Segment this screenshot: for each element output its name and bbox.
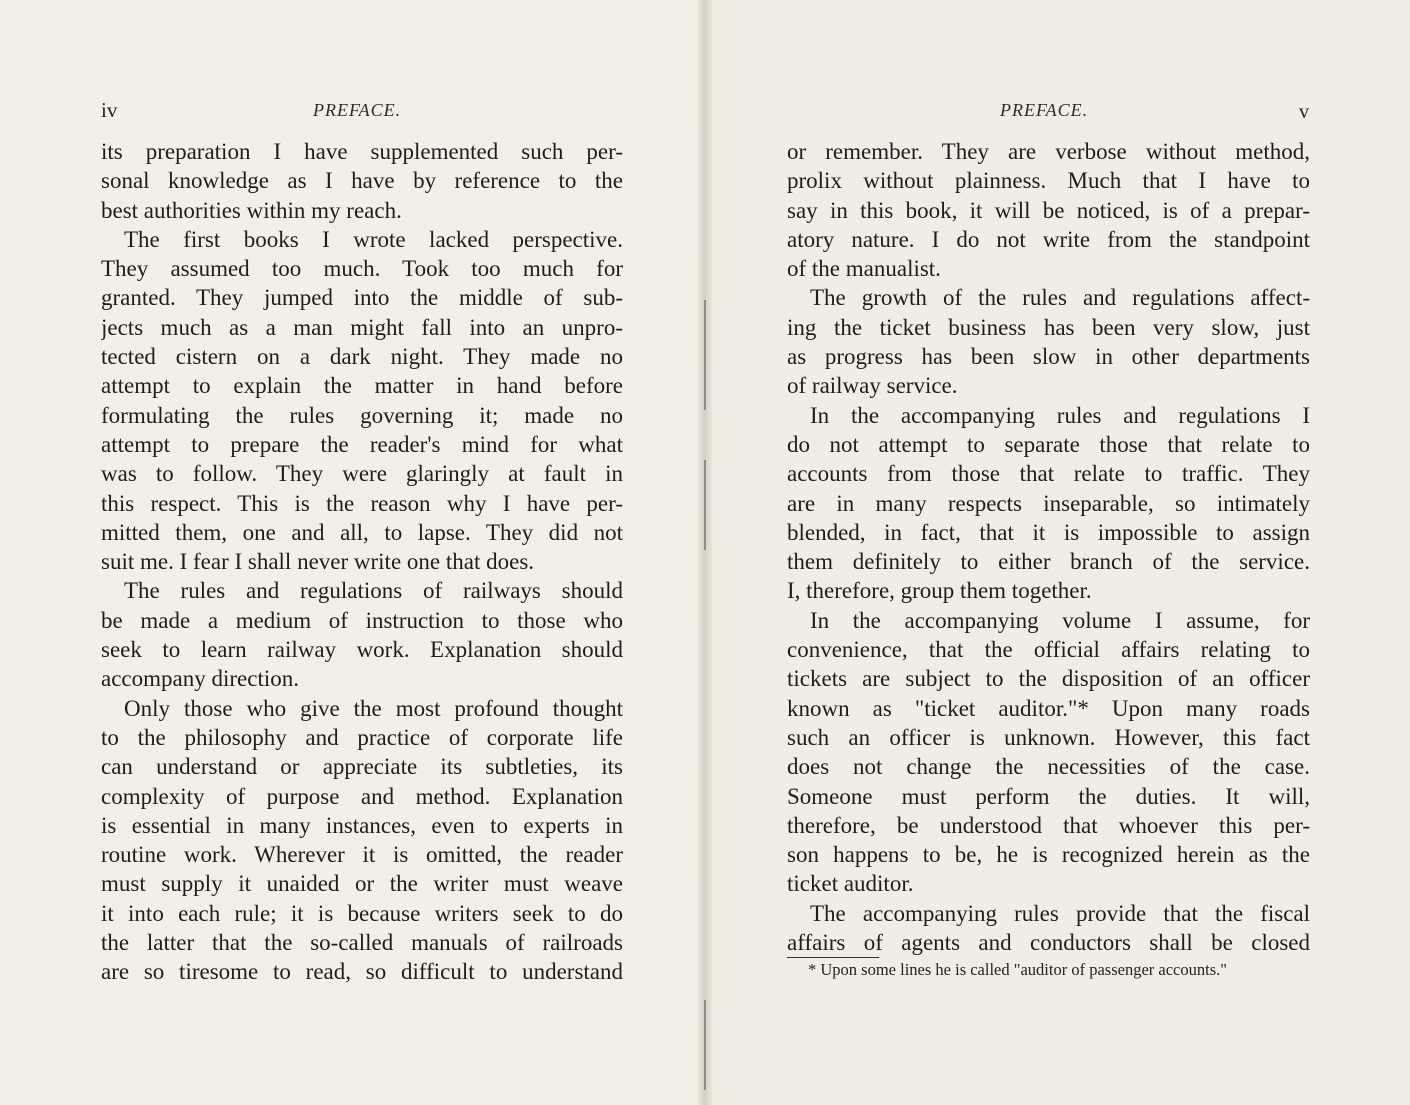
gutter-shadow-mark (704, 300, 706, 410)
page-number-right: v (1299, 101, 1309, 123)
running-head-left: PREFACE. (313, 100, 402, 120)
text-line: tickets are subject to the disposition of an officer (787, 666, 1310, 692)
text-line: is essential in many instances, even to experts in (101, 812, 623, 838)
text-line: attempt to prepare the reader's mind for what (101, 431, 623, 457)
text-line: to the philosophy and practice of corporate life (101, 724, 623, 750)
text-line: affairs of agents and conductors shall be closed (787, 930, 1310, 956)
text-line: The rules and regulations of railways should (124, 578, 623, 604)
text-line: therefore, be understood that whoever this per- (787, 812, 1310, 838)
text-line: prolix without plainness. Much that I have to (787, 168, 1310, 194)
text-line: seek to learn railway work. Explanation should (101, 637, 623, 663)
text-line: say in this book, it will be noticed, is of a prepar- (787, 197, 1310, 223)
text-line: sonal knowledge as I have by reference to the (101, 168, 623, 194)
running-head-right: PREFACE. (1000, 100, 1089, 120)
text-line: Only those who give the most profound thought (124, 695, 623, 721)
text-line: mitted them, one and all, to lapse. They did not (101, 519, 623, 545)
text-line: this respect. This is the reason why I have per- (101, 490, 623, 516)
text-line: suit me. I fear I shall never write one that does. (101, 549, 535, 575)
text-line: attempt to explain the matter in hand before (101, 373, 623, 399)
text-line: does not change the necessities of the case. (787, 754, 1310, 780)
book-gutter (698, 0, 712, 1105)
text-line: I, therefore, group them together. (787, 578, 1092, 604)
text-line: of the manualist. (787, 256, 941, 282)
text-line: In the accompanying rules and regulations I (810, 402, 1310, 428)
text-line: complexity of purpose and method. Explanation (101, 783, 623, 809)
text-line: ing the ticket business has been very slow, just (787, 314, 1310, 340)
text-line: ticket auditor. (787, 871, 914, 897)
footnote: * Upon some lines he is called "auditor of passenger accounts." (808, 960, 1227, 979)
text-line: are in many respects inseparable, so intimately (787, 490, 1310, 516)
footnote-rule (787, 957, 879, 958)
text-line: best authorities within my reach. (101, 197, 402, 223)
text-line: or remember. They are verbose without method, (787, 139, 1310, 164)
text-line: it into each rule; it is because writers seek to do (101, 900, 623, 926)
text-line: accompany direction. (101, 666, 299, 692)
text-line: atory nature. I do not write from the standpoint (787, 226, 1310, 252)
text-line: do not attempt to separate those that relate to (787, 431, 1310, 457)
text-line: its preparation I have supplemented such per- (101, 139, 623, 164)
text-line: known as "ticket auditor."* Upon many roads (787, 695, 1310, 721)
text-line: routine work. Wherever it is omitted, the reader (101, 842, 623, 868)
text-line: be made a medium of instruction to those who (101, 607, 623, 633)
text-line: blended, in fact, that it is impossible to assign (787, 519, 1310, 545)
text-line: The first books I wrote lacked perspective. (124, 226, 623, 252)
text-line: them definitely to either branch of the service. (787, 549, 1310, 575)
page-number-left: iv (101, 98, 118, 122)
text-line: must supply it unaided or the writer must weave (101, 871, 623, 897)
text-line: accounts from those that relate to traffic. They (787, 461, 1310, 487)
right-page (705, 0, 1410, 1105)
text-line: was to follow. They were glaringly at fault in (101, 461, 623, 487)
text-line: tected cistern on a dark night. They made no (101, 344, 623, 370)
text-line: are so tiresome to read, so difficult to understand (101, 959, 623, 985)
text-line: The accompanying rules provide that the fiscal (810, 900, 1310, 926)
text-line: convenience, that the official affairs relating to (787, 637, 1310, 663)
text-line: jects much as a man might fall into an unpro- (101, 314, 623, 340)
text-line: They assumed too much. Took too much for (101, 256, 623, 282)
right-page-text (787, 137, 1310, 957)
text-line: as progress has been slow in other departments (787, 344, 1310, 370)
gutter-shadow-mark (704, 460, 706, 550)
text-line: son happens to be, he is recognized herein as the (787, 842, 1310, 868)
text-line: granted. They jumped into the middle of sub- (101, 285, 623, 311)
text-line: can understand or appreciate its subtleties, its (101, 754, 623, 780)
text-line: such an officer is unknown. However, this fact (787, 724, 1310, 750)
text-line: formulating the rules governing it; made no (101, 402, 623, 428)
text-line: In the accompanying volume I assume, for (810, 607, 1310, 633)
text-line: the latter that the so-called manuals of railroads (101, 930, 623, 956)
left-page-text (101, 137, 623, 987)
text-line: Someone must perform the duties. It will, (787, 783, 1310, 809)
text-line: of railway service. (787, 373, 958, 399)
text-line: The growth of the rules and regulations affect- (810, 285, 1310, 311)
gutter-shadow-mark (704, 1000, 706, 1090)
